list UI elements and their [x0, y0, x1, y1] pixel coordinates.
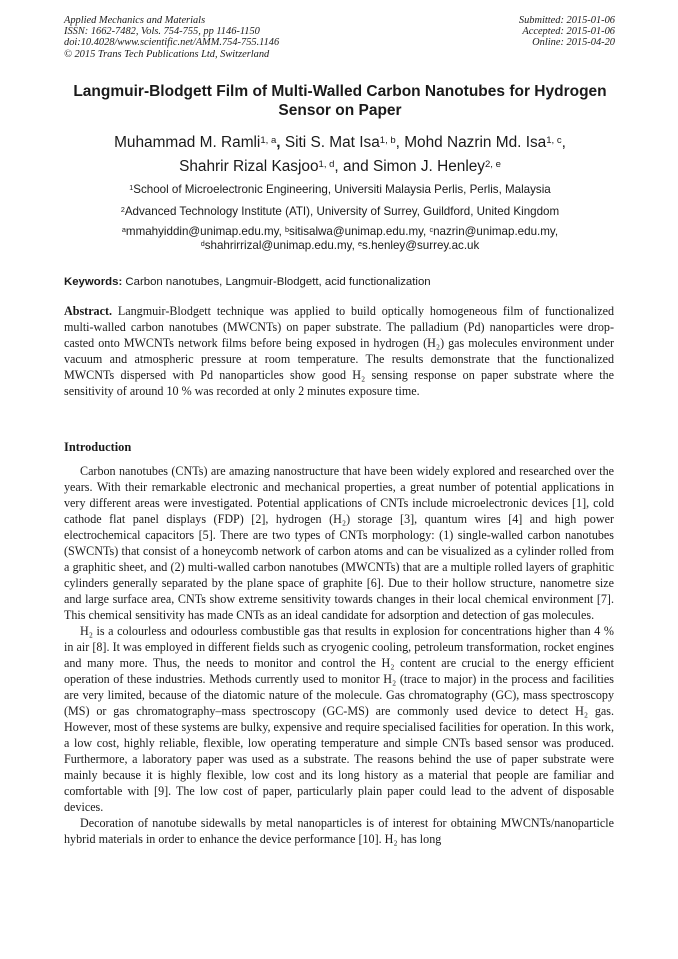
author: Muhammad M. Ramli$^{1, a}$ [114, 134, 277, 151]
author: Simon J. Henley$^{2, e}$ [372, 158, 501, 175]
keywords-text: Carbon nanotubes, Langmuir-Blodgett, acid functionalization [125, 276, 431, 288]
journal-doi: doi:10.4028/www.scientific.net/AMM.754-755.1146 [64, 37, 280, 49]
keywords-label: Keywords: [64, 276, 123, 288]
journal-name: Applied Mechanics and Materials [64, 15, 206, 26]
paragraph: Carbon nanotubes (CNTs) are amazing nanostructure that have been widely explored and researched over the years. With their remarkable electronic and mechanical properties, a great number of potential applications in very different areas were investigated. Potential applications of CNTs include microelectronic devices [1], cold cathode flat panel displays (FDP) [2], hydrogen (H₂) storage [3], quantum wires [4] and high power electrochemical capacitors [5]. There are two types of CNTs morphology: (1) single-walled carbon nanotubes (SWCNTs) that consist of a honeycomb network of carbon atoms and can be visualized as a cylinder rolled from a graphitic sheet, and (2) multi-walled carbon nanotubes (MWCNTs) that are a multiple rolled layers of graphitic cylinders generally separated by the plane space of graphite [6]. Due to their hollow structure, nanometre size and large surface area, CNTs show extreme sensitivity towards changes in their local chemical environment [7]. This chemical sensitivity has made CNTs as an ideal candidate for adsorption and detection of gas molecules. [64, 464, 614, 622]
accepted-date: Accepted: 2015-01-06 [522, 26, 615, 38]
paragraph: H₂ is a colourless and odourless combustible gas that results in explosion for concentrations higher than 4 % in air [8]. It was employed in different fields such as cryogenic cooling, petroleum transformation, rocket engines and many more. Thus, the needs to monitor and control the H₂ content are crucial to the energy efficient operation of these industries. Methods currently used to monitor H₂ (trace to major) in the process and facilities are very limited, because of the diatomic nature of the molecule. Gas chromatography (GC), mass spectroscopy (MS) or gas chromatography–mass spectroscopy (GC-MS) are commonly used device to detect H₂ gas. However, most of these systems are bulky, expensive and require specialised facilities for operation. In this work, a low cost, highly reliable, flexible, low operating temperature and simple CNTs based sensor was produced. Furthermore, a laboratory paper was used as a substrate. The reasons behind the use of paper substrate were mainly because it is highly flexible, low cost and its long history as a material that people are familiar and comfortable with [9]. The low cost of paper, particularly plain paper could lead to the advent of disposable devices. [64, 624, 614, 814]
email: $^b$sitisalwa@unimap.edu.my [285, 225, 424, 238]
author: Shahrir Rizal Kasjoo$^{1, d}$ [179, 158, 335, 175]
paper-title: Langmuir-Blodgett Film of Multi-Walled Carbon Nanotubes for Hydrogen Sensor on Paper [73, 83, 607, 119]
online-date: Online: 2015-04-20 [532, 37, 615, 49]
journal-issn: ISSN: 1662-7482, Vols. 754-755, pp 1146-1150 [64, 26, 260, 38]
abstract [64, 303, 614, 399]
abstract-label: Abstract. [64, 304, 113, 318]
author-emails: $^a$mmahyiddin@unimap.edu.my, $^b$sitisalwa@unimap.edu.my, $^c$nazrin@unimap.edu.my, $^d$shahrirrizal@unimap.edu.my, $^e$s.henley@surrey.ac.uk [121, 225, 559, 252]
journal-info [64, 15, 279, 60]
submission-dates [519, 15, 615, 49]
paragraph: Decoration of nanotube sidewalls by metal nanoparticles is of interest for obtaining MWCNTs/nanoparticle hybrid materials in order to enhance the device performance [10]. H₂ has long [64, 816, 614, 846]
author-list: Muhammad M. Ramli$^{1, a}$, Siti S. Mat Isa$^{1, b}$, Mohd Nazrin Md. Isa$^{1, c}$, Shahrir Rizal Kasjoo$^{1, d}$, and Simon J. Henley$^{2, e}$ [114, 134, 566, 175]
submitted-date: Submitted: 2015-01-06 [518, 15, 615, 26]
author: Siti S. Mat Isa$^{1, b}$ [284, 134, 396, 151]
email: $^d$shahrirrizal@unimap.edu.my [200, 239, 352, 252]
author: Mohd Nazrin Md. Isa$^{1, c}$ [404, 134, 562, 151]
journal-copyright: © 2015 Trans Tech Publications Ltd, Switzerland [64, 48, 270, 60]
affiliation: $^2$Advanced Technology Institute (ATI), University of Surrey, Guildford, United Kingdom [120, 205, 560, 218]
keywords [64, 276, 431, 288]
section-heading-introduction: Introduction [64, 440, 132, 454]
introduction-body [64, 463, 614, 847]
affiliation: $^1$School of Microelectronic Engineering, Universiti Malaysia Perlis, Perlis, Malaysia [129, 183, 551, 196]
email: $^c$nazrin@unimap.edu.my [429, 225, 555, 238]
email: $^e$s.henley@surrey.ac.uk [358, 239, 480, 252]
email: $^a$mmahyiddin@unimap.edu.my [121, 225, 279, 238]
abstract-text: Langmuir-Blodgett technique was applied to build optically homogeneous film of functionalized multi-walled carbon nanotubes (MWCNTs) on paper substrate. The palladium (Pd) nanoparticles were drop-casted onto MWCNTs network films before being exposed in hydrogen (H₂) gas molecules environment under vacuum and atmospheric pressure at room temperature. The results demonstrate that the functionalized MWCNTs dispersed with Pd nanoparticles show good H₂ sensing response on paper substrate where the sensitivity of around 10 % was recorded at only 2 minutes exposure time. [64, 304, 614, 398]
